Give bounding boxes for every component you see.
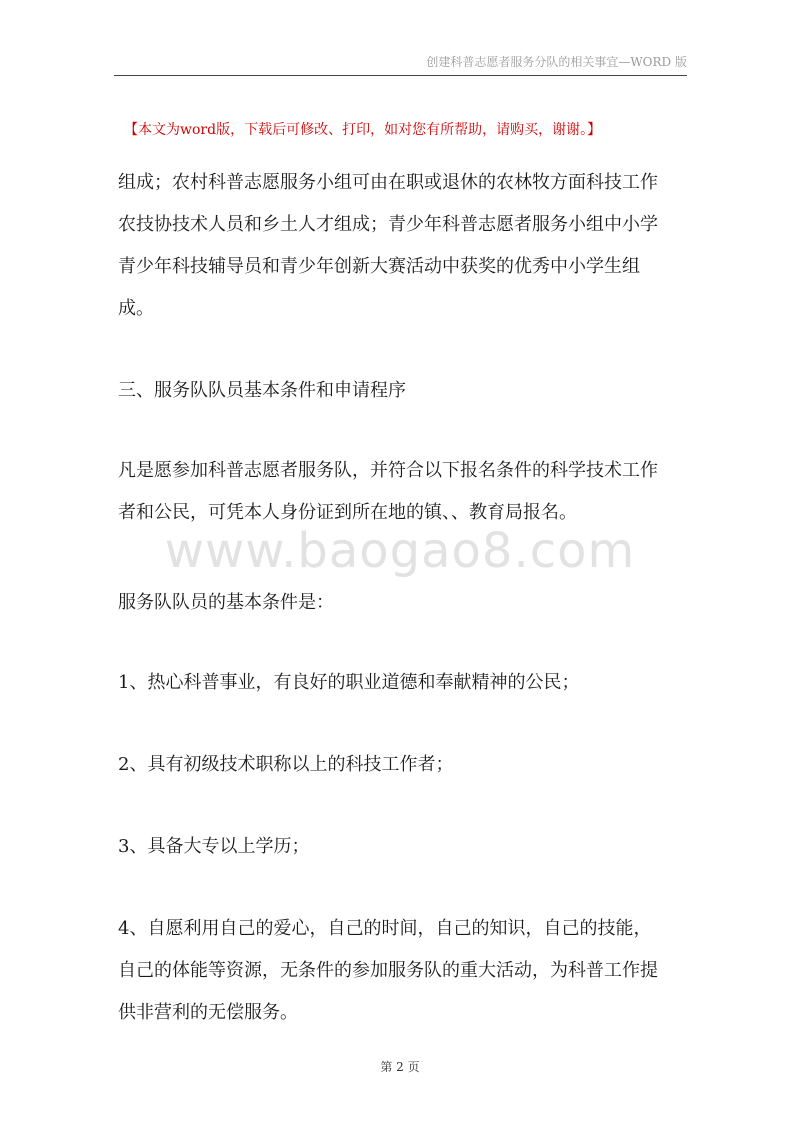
paragraph-1-line: 青少年科技辅导员和青少年创新大赛活动中获奖的优秀中小学生组 — [118, 256, 640, 277]
condition-item-3: 3、具备大专以上学历； — [118, 836, 310, 857]
paragraph-2-line: 凡是愿参加科普志愿者服务队，并符合以下报名条件的科学技术工作 — [118, 460, 658, 481]
condition-item-2: 2、具有初级技术职称以上的科技工作者； — [118, 754, 454, 775]
section-heading-3: 三、服务队队员基本条件和申请程序 — [118, 380, 406, 401]
paragraph-2 — [118, 450, 690, 534]
paragraph-1-line: 组成；农村科普志愿服务小组可由在职或退休的农林牧方面科技工作 — [118, 172, 658, 193]
condition-item-4 — [118, 908, 690, 1034]
condition-item-4-line: 自己的体能等资源，无条件的参加服务队的重大活动，为科普工作提 — [118, 960, 658, 981]
paragraph-1 — [118, 162, 690, 330]
paragraph-1-line: 成。 — [118, 298, 154, 319]
condition-item-1: 1、热心科普事业，有良好的职业道德和奉献精神的公民； — [118, 672, 580, 693]
condition-item-4-line: 4、自愿利用自己的爱心，自己的时间，自己的知识，自己的技能， — [118, 918, 652, 939]
condition-item-4-line: 供非营利的无偿服务。 — [118, 1002, 298, 1023]
paragraph-2-line: 者和公民，可凭本人身份证到所在地的镇、、教育局报名。 — [118, 502, 577, 523]
header-divider — [114, 75, 687, 76]
running-header: 创建科普志愿者服务分队的相关事宜—WORD 版 — [426, 55, 687, 69]
page-number: 第 2 页 — [380, 1060, 420, 1074]
watermark-text: www.baogao8.com — [164, 523, 636, 579]
paragraph-1-line: 农技协技术人员和乡土人才组成；青少年科普志愿者服务小组中小学 — [118, 214, 658, 235]
conditions-intro: 服务队队员的基本条件是： — [118, 592, 334, 613]
purchase-notice: 【本文为word版，下载后可修改、打印，如对您有所帮助，请购买，谢谢。】 — [124, 122, 602, 138]
